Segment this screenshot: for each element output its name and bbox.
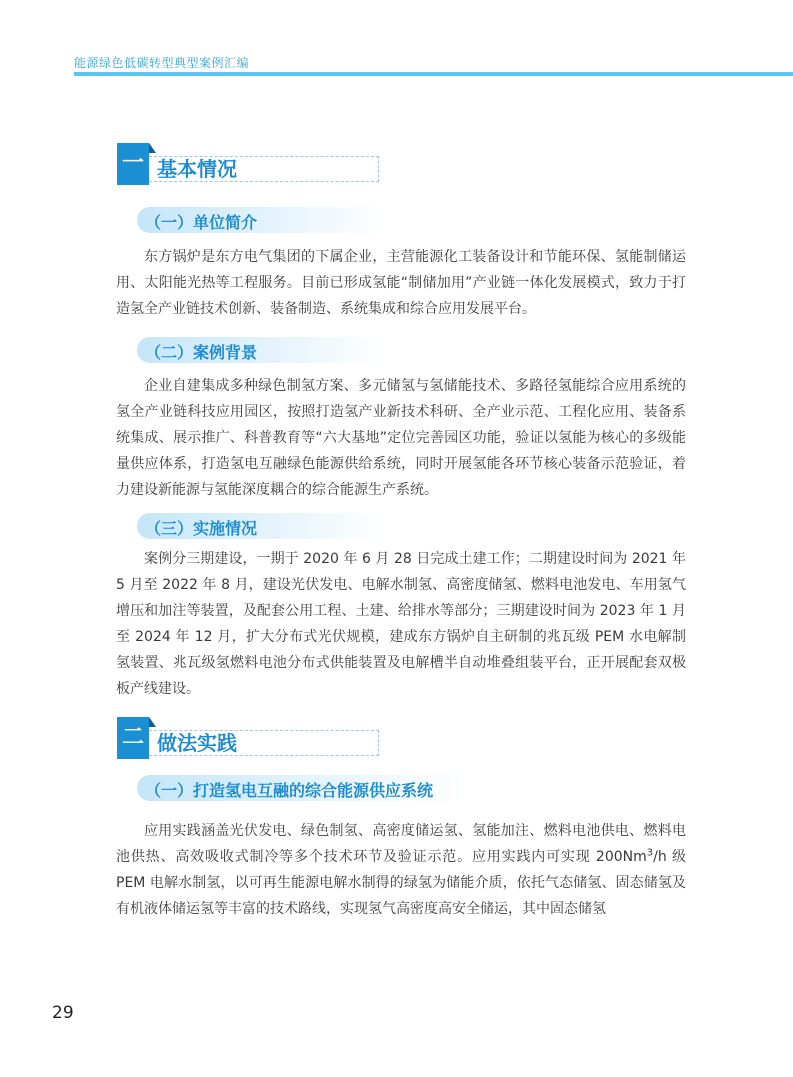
section-number: 二: [121, 725, 144, 750]
badge-fold: [149, 717, 156, 727]
superscript: 3: [646, 847, 654, 859]
subsection-title: （三）实施情况: [145, 519, 258, 538]
paragraph: [116, 818, 686, 922]
subsection-heading: [137, 337, 387, 363]
header-bar: [74, 72, 793, 76]
section-number-badge: [117, 143, 149, 185]
paragraph-text: /h 级 PEM 电解水制氢，以可再生能源电解水制得的绿氢为储能介质，依托气态储氢、固态储氢及有机液体储运氢等丰富的技术路线，实现氢气高密度高安全储运，其中固态储氢: [116, 849, 686, 917]
subsection-heading: [137, 775, 467, 801]
subsection-title: （一）打造氢电互融的综合能源供应系统: [145, 781, 434, 800]
subsection-heading: [137, 513, 387, 539]
page-number: 29: [52, 1003, 74, 1023]
badge-fold: [149, 143, 156, 153]
subsection-heading: [137, 207, 387, 233]
paragraph: 案例分三期建设，一期于 2020 年 6 月 28 日完成土建工作；二期建设时间为 2021 年 5 月至 2022 年 8 月，建设光伏发电、电解水制氢、高密度储氢、燃料电池发电、车用氢气增压和加注等装置，及配套公用工程、土建、给排水等部分；三期建设时间为 2023 年 1 月至 2024 年 12 月，扩大分布式光伏规模，建成东方锅炉自主研制的兆瓦级 PEM 水电解制氢装置、兆瓦级氢燃料电池分布式供能装置及电解槽半自动堆叠组装平台，正开展配套双极板产线建设。: [116, 551, 686, 697]
paragraph: 企业自建集成多种绿色制氢方案、多元储氢与氢储能技术、多路径氢能综合应用系统的氢全产业链科技应用园区，按照打造氢产业新技术科研、全产业示范、工程化应用、装备系统集成、展示推广、科普教育等“六大基地”定位完善园区功能，验证以氢能为核心的多级能量供应体系，打造氢电互融绿色能源供给系统，同时开展氢能各环节核心装备示范验证，着力建设新能源与氢能深度耦合的综合能源生产系统。: [116, 378, 686, 498]
page-header-title: 能源绿色低碳转型典型案例汇编: [74, 56, 250, 70]
section-number: 一: [121, 151, 144, 176]
paragraph: 东方锅炉是东方电气集团的下属企业，主营能源化工装备设计和节能环保、氢能制储运用、太阳能光热等工程服务。目前已形成氢能“制储加用”产业链一体化发展模式，致力于打造氢全产业链技术创新、装备制造、系统集成和综合应用发展平台。: [116, 249, 686, 317]
section-number-badge: [117, 717, 149, 759]
section-title: 做法实践: [157, 731, 237, 755]
paragraph-text: 应用实践涵盖光伏发电、绿色制氢、高密度储运氢、氢能加注、燃料电池供电、燃料电池供热、高效吸收式制冷等多个技术环节及验证示范。应用实践内可实现 200Nm: [116, 823, 686, 865]
section-title: 基本情况: [157, 157, 237, 181]
subsection-title: （二）案例背景: [145, 343, 258, 362]
subsection-title: （一）单位简介: [145, 213, 258, 232]
